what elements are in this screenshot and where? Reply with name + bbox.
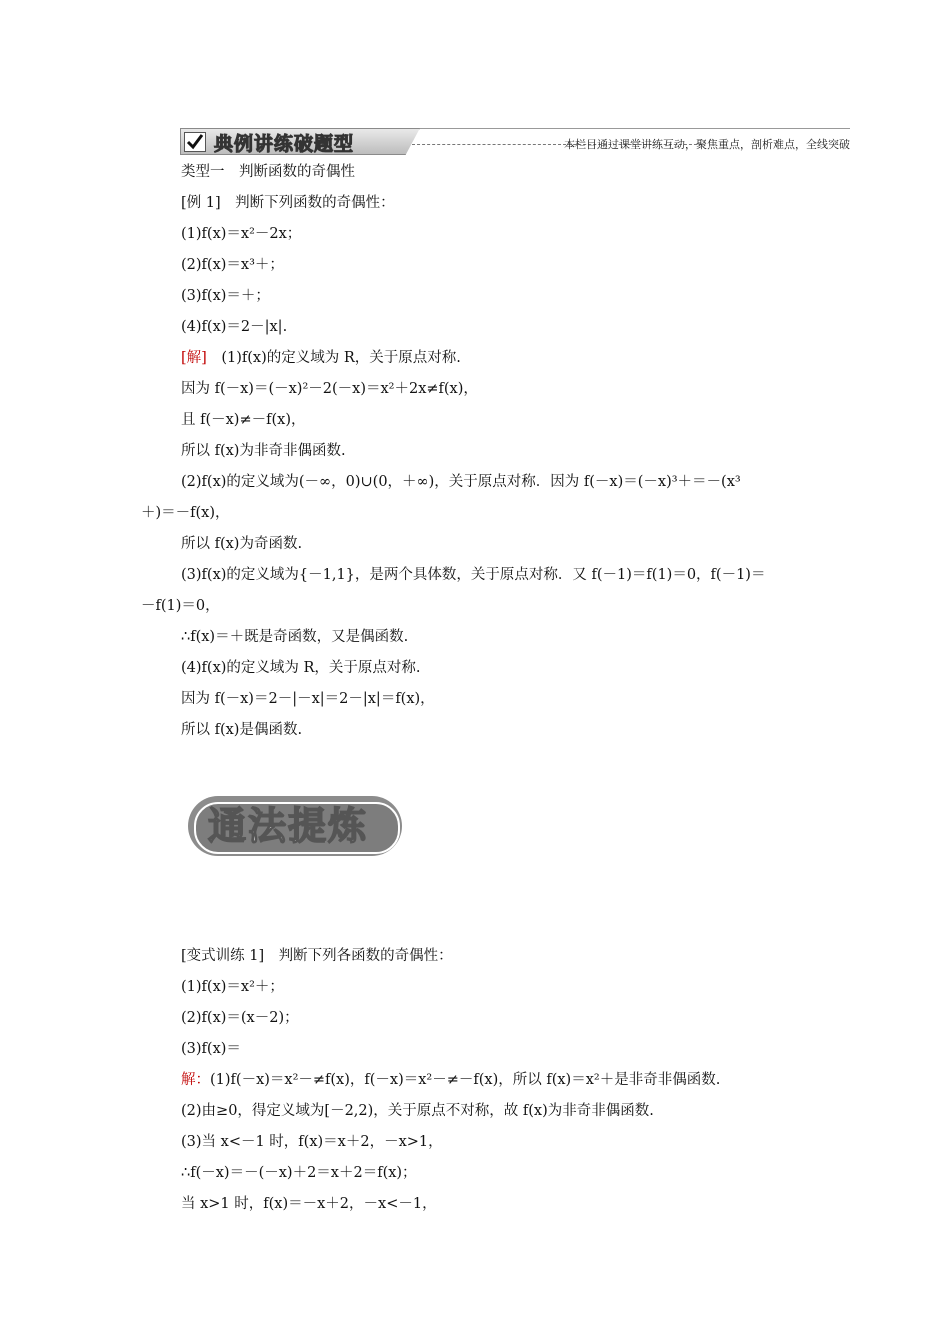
exercise-item: (1)f(x)＝x²＋； (181, 979, 284, 995)
section-title: 类型一 判断函数的奇偶性 (181, 164, 355, 180)
solution-line: ∴f(x)＝＋既是奇函数，又是偶函数. (181, 629, 409, 645)
solution-first-line (181, 348, 461, 368)
example-item: (4)f(x)＝2－|x|. (181, 319, 288, 335)
badge-text: 通法提炼 (208, 804, 369, 848)
solution-line: －f(1)＝0， (141, 598, 220, 614)
banner-note: 本栏目通过课堂讲练互动，聚焦重点，剖析难点，全线突破 (564, 138, 850, 151)
answer-line: ∴f(－x)＝－(－x)＋2＝x＋2＝f(x)； (181, 1165, 417, 1181)
solution-line: 且 f(－x)≠－f(x)， (181, 412, 306, 428)
solution-line: ＋)＝－f(x)， (141, 505, 230, 521)
checkmark-icon (184, 132, 206, 152)
exercise-heading: [变式训练 1] 判断下列各函数的奇偶性： (181, 948, 453, 964)
solution-line: 所以 f(x)为非奇非偶函数. (181, 443, 346, 459)
exercise-item: (3)f(x)＝ (181, 1041, 241, 1057)
solution-line: (2)f(x)的定义域为(－∞，0)∪(0，＋∞)，关于原点对称．因为 f(－x)＝(－x)³＋＝－(x³ (181, 474, 741, 490)
banner-rule (418, 128, 850, 129)
method-summary-badge (182, 790, 408, 862)
exercise-item: (2)f(x)＝(x－2)； (181, 1010, 299, 1026)
solution-line: 所以 f(x)是偶函数. (181, 722, 303, 738)
answer-line: 当 x>1 时，f(x)＝－x＋2，－x<－1， (181, 1196, 437, 1212)
answer-first-line (181, 1070, 720, 1090)
answer-text: (1)f(－x)＝x²－≠f(x)，f(－x)＝x²－≠－f(x)，所以 f(x)＝x²＋是非奇非偶函数. (210, 1072, 721, 1088)
solution-text: (1)f(x)的定义域为 R，关于原点对称. (206, 350, 461, 366)
solution-line: 因为 f(－x)＝(－x)²－2(－x)＝x²＋2x≠f(x)， (181, 381, 478, 397)
solution-line: (4)f(x)的定义域为 R，关于原点对称. (181, 660, 421, 676)
section-banner (180, 124, 850, 156)
answer-line: (3)当 x<－1 时，f(x)＝x＋2，－x>1， (181, 1134, 443, 1150)
solution-label: [解] (181, 350, 207, 366)
example-item: (1)f(x)＝x²－2x； (181, 226, 302, 242)
example-item: (2)f(x)＝x³＋； (181, 257, 284, 273)
solution-line: (3)f(x)的定义域为{－1,1}，是两个具体数，关于原点对称．又 f(－1)＝f(1)＝0，f(－1)＝ (181, 567, 766, 583)
solution-line: 所以 f(x)为奇函数. (181, 536, 303, 552)
banner-title: 典例讲练破题型 (214, 133, 355, 155)
example-heading: [例 1] 判断下列函数的奇偶性： (181, 195, 395, 211)
answer-label: 解： (181, 1072, 210, 1088)
solution-line: 因为 f(－x)＝2－|－x|＝2－|x|＝f(x)， (181, 691, 435, 707)
example-item: (3)f(x)＝＋； (181, 288, 270, 304)
answer-line: (2)由≥0，得定义域为[－2,2)，关于原点不对称，故 f(x)为非奇非偶函数. (181, 1103, 654, 1119)
